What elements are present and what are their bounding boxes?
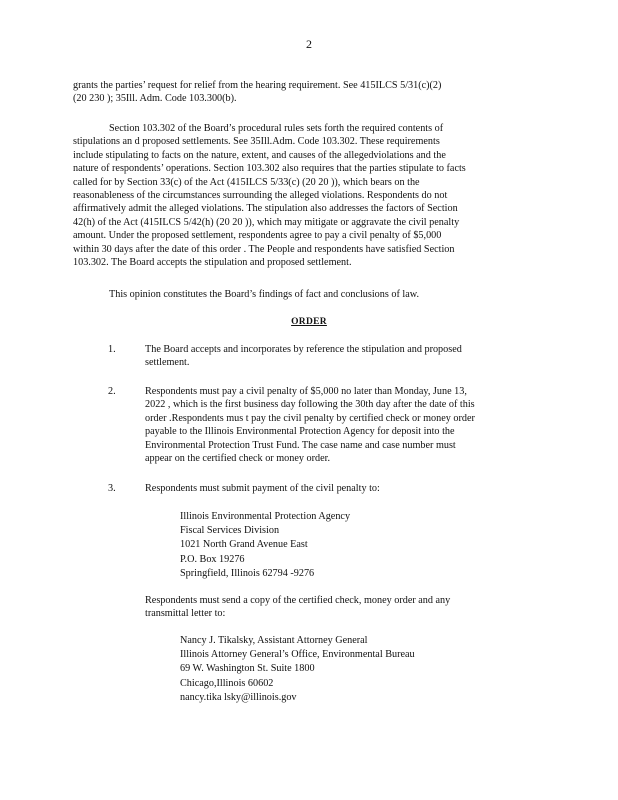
paragraph-opinion (109, 288, 559, 301)
payment-address (180, 510, 350, 581)
text-line: include stipulating to facts on the nature, extent, and causes of the allegedviolations and the (73, 149, 446, 161)
paragraph-transmittal (145, 594, 528, 621)
text-line: This opinion constitutes the Board’s findings of fact and conclusions of law. (109, 289, 420, 300)
text-line: appear on the certified check or money order. (145, 453, 330, 465)
address-line: P.O. Box 19276 (180, 553, 245, 565)
item-number: 2. (108, 386, 116, 397)
text-line: Respondents must pay a civil penalty of $5,000 no later than Monday, June 13, (145, 386, 467, 397)
address-line: Chicago,Illinois 60602 (180, 677, 274, 689)
text-line: 103.302. The Board accepts the stipulation and proposed settlement. (73, 257, 352, 269)
address-line: 1021 North Grand Avenue East (180, 539, 308, 551)
attorney-address (180, 634, 415, 705)
text-line: settlement. (145, 357, 190, 369)
paragraph-section-103-302 (73, 122, 523, 269)
item-number: 1. (108, 344, 116, 355)
text-line: called for by Section 33(c) of the Act (415ILCS 5/33(c) (20 20 )), which bears on the (73, 176, 420, 188)
text-line: Environmental Protection Trust Fund. The case name and case number must (145, 439, 456, 451)
text-line: order .Respondents mus t pay the civil penalty by certified check or money order (145, 412, 475, 424)
paragraph-hearing-relief (73, 79, 523, 106)
page-number: 2 (306, 37, 312, 51)
text-line: grants the parties’ request for relief from the hearing requirement. See 415ILCS 5/31(c)(2) (73, 80, 442, 91)
text-line: reasonableness of the circumstances surrounding the alleged violations. Respondents do not (73, 190, 448, 202)
text-line: (20 230 ); 35Ill. Adm. Code 103.300(b). (73, 93, 237, 105)
address-line: 69 W. Washington St. Suite 1800 (180, 663, 315, 675)
text-line: transmittal letter to: (145, 608, 226, 620)
address-line: Nancy J. Tikalsky, Assistant Attorney General (180, 635, 368, 646)
order-heading: ORDER (291, 317, 327, 327)
address-line: Illinois Attorney General’s Office, Environmental Bureau (180, 649, 415, 661)
address-line: Fiscal Services Division (180, 525, 280, 537)
text-line: payable to the Illinois Environmental Protection Agency for deposit into the (145, 426, 455, 438)
email-line: nancy.tika lsky@illinois.gov (180, 691, 297, 703)
text-line: Respondents must send a copy of the certified check, money order and any (145, 595, 451, 606)
text-line: 2022 , which is the first business day following the 30th day after the date of this (145, 399, 475, 411)
text-line: The Board accepts and incorporates by reference the stipulation and proposed (145, 344, 462, 355)
text-line: nature of respondents’ operations. Section 103.302 also requires that the parties stipulate to facts (73, 163, 466, 175)
address-line: Illinois Environmental Protection Agency (180, 511, 351, 522)
text-line: Respondents must submit payment of the civil penalty to: (145, 483, 380, 494)
text-line: amount. Under the proposed settlement, respondents agree to pay a civil penalty of $5,000 (73, 230, 442, 242)
text-line: stipulations an d proposed settlements. See 35Ill.Adm. Code 103.302. These requirements (73, 136, 440, 148)
text-line: 42(h) of the Act (415ILCS 5/42(h) (20 20 )), which may mitigate or aggravate the civil penalty (73, 216, 460, 228)
address-line: Springfield, Illinois 62794 -9276 (180, 567, 315, 579)
text-line: Section 103.302 of the Board’s procedural rules sets forth the required contents of (109, 123, 444, 134)
item-number: 3. (108, 483, 116, 494)
text-line: affirmatively admit the alleged violations. The stipulation also addresses the factors of Section (73, 203, 458, 215)
text-line: within 30 days after the date of this order . The People and respondents have satisfied Section (73, 243, 455, 255)
